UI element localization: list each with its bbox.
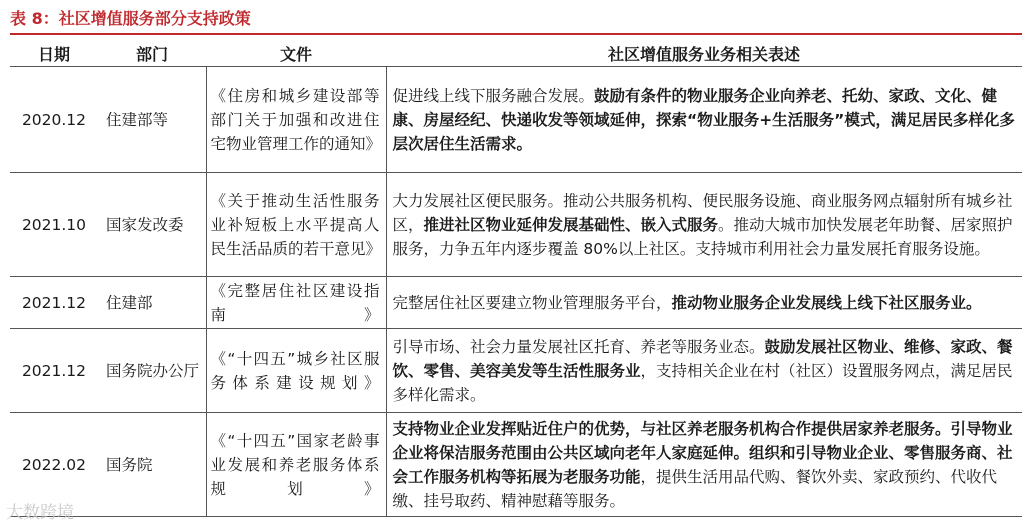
- row-desc: [386, 277, 1022, 329]
- row-date: 2021.12: [10, 329, 98, 413]
- header-date: 日期: [10, 41, 98, 67]
- desc-tail: 。推动大城市加快发展老年助餐、居家照护服务，力争五年内逐步覆盖 80%以上社区。支持城市利用社会力量发展托育服务设施。: [392, 215, 1013, 258]
- row-date: 2021.12: [10, 277, 98, 329]
- header-row: [10, 41, 1022, 67]
- desc-tail: ，提供生活用品代购、餐饮外卖、家政预约、代收代缴、挂号取药、精神慰藉等服务。: [392, 467, 998, 510]
- row-desc: [386, 67, 1022, 173]
- desc-tail: ，支持相关企业在村（社区）设置服务网点，满足居民多样化需求。: [392, 361, 1013, 404]
- table-row: [10, 413, 1022, 517]
- desc-bold: 推动物业服务企业发展线上线下社区服务业。: [671, 293, 982, 312]
- table-title: 表 8：社区增值服务部分支持政策: [10, 9, 251, 28]
- row-file: 《完整居住社区建设指南》: [206, 277, 386, 329]
- row-date: 2020.12: [10, 67, 98, 173]
- row-dept: 国务院办公厅: [98, 329, 206, 413]
- title-rule: [10, 33, 1022, 35]
- watermark: 大数跨境: [6, 503, 74, 523]
- table-row: [10, 277, 1022, 329]
- policy-table: [10, 41, 1022, 517]
- row-date: 2022.02: [10, 413, 98, 517]
- header-file: 文件: [206, 41, 386, 67]
- row-desc: [386, 173, 1022, 277]
- table-row: [10, 173, 1022, 277]
- row-file: 《关于推动生活性服务业补短板上水平提高人民生活品质的若干意见》: [206, 173, 386, 277]
- row-desc: [386, 413, 1022, 517]
- desc-bold: 鼓励有条件的物业服务企业向养老、托幼、家政、文化、健康、房屋经纪、快递收发等领域延伸，探索“物业服务+生活服务”模式，满足居民多样化多层次居住生活需求。: [392, 86, 1015, 153]
- row-file: 《“十四五”国家老龄事业发展和养老服务体系规划》: [206, 413, 386, 517]
- row-date: 2021.10: [10, 173, 98, 277]
- desc-plain: 引导市场、社会力量发展社区托育、养老等服务业态。: [392, 337, 765, 356]
- header-dept: 部门: [98, 41, 206, 67]
- desc-plain: 完整居住社区要建立物业管理服务平台，: [392, 293, 672, 312]
- row-dept: 住建部等: [98, 67, 206, 173]
- desc-plain: 大力发展社区便民服务。推动公共服务机构、便民服务设施、商业服务网点辐射所有城乡社区，: [392, 191, 1013, 234]
- row-desc: [386, 329, 1022, 413]
- row-dept: 国务院: [98, 413, 206, 517]
- row-file: 《住房和城乡建设部等部门关于加强和改进住宅物业管理工作的通知》: [206, 67, 386, 173]
- header-desc: 社区增值服务业务相关表述: [386, 41, 1022, 67]
- desc-bold: 推进社区物业延伸发展基础性、嵌入式服务: [423, 215, 719, 234]
- row-file: 《“十四五”城乡社区服务体系建设规划》: [206, 329, 386, 413]
- desc-bold: 鼓励发展社区物业、维修、家政、餐饮、零售、美容美发等生活性服务业: [392, 337, 1013, 380]
- row-dept: 住建部: [98, 277, 206, 329]
- desc-bold: 支持物业企业发挥贴近住户的优势，与社区养老服务机构合作提供居家养老服务。引导物业企业将保洁服务范围由公共区域向老年人家庭延伸。组织和引导物业企业、零售服务商、社会工作服务机构等拓展为老服务功能: [392, 419, 1013, 486]
- desc-plain: 促进线上线下服务融合发展。: [392, 86, 595, 105]
- row-dept: 国家发改委: [98, 173, 206, 277]
- table-row: [10, 67, 1022, 173]
- table-row: [10, 329, 1022, 413]
